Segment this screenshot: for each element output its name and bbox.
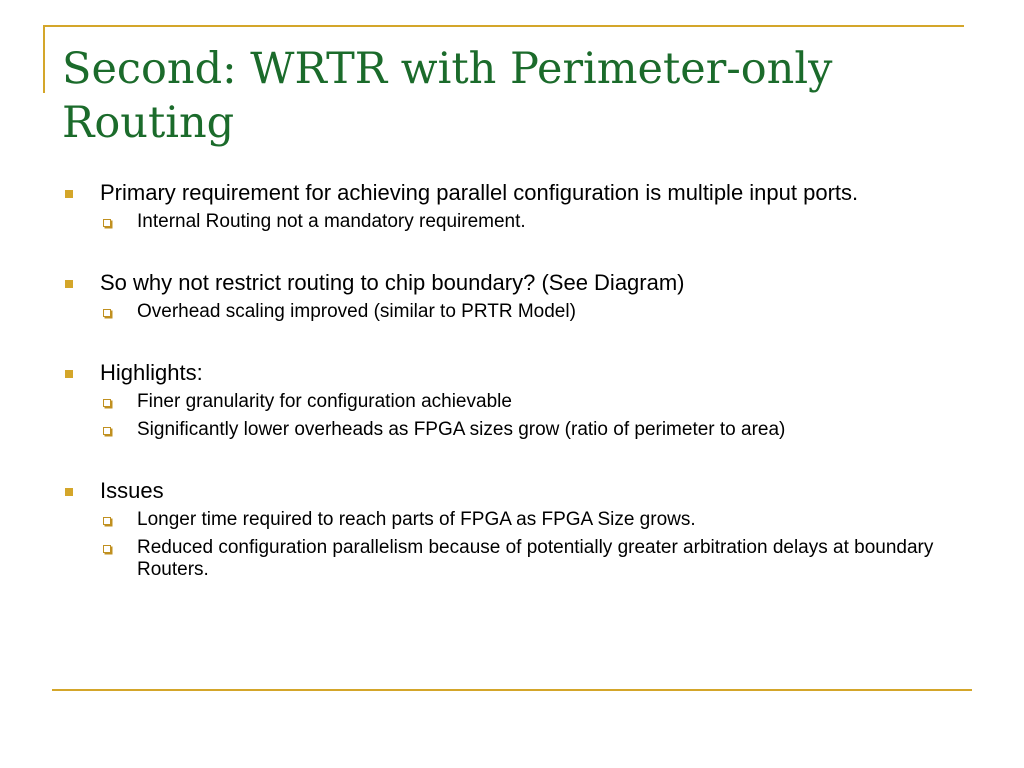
- sub-bullet-list: [62, 211, 967, 233]
- hollow-square-bullet-icon: [103, 309, 111, 317]
- sub-bullet-text: Overhead scaling improved (similar to PRTR Model): [137, 301, 576, 322]
- hollow-square-bullet-icon: [103, 427, 111, 435]
- sub-bullet-list: [62, 509, 967, 581]
- sub-bullet-list: [62, 301, 967, 323]
- slide-title: Second: WRTR with Perimeter-only Routing: [62, 44, 833, 148]
- square-bullet-icon: [65, 370, 73, 378]
- bullet-text: Highlights:: [100, 360, 203, 385]
- sub-bullet-text: Reduced configuration parallelism because of potentially greater arbitration delays at boundary Routers.: [137, 537, 934, 580]
- sub-bullet-item: [62, 391, 967, 413]
- sub-bullet-text: Finer granularity for configuration achievable: [137, 391, 512, 412]
- frame-left-rule: [43, 25, 45, 93]
- bullet-text: So why not restrict routing to chip boundary? (See Diagram): [100, 270, 685, 295]
- footer-rule: [52, 689, 972, 691]
- slide-body: [62, 181, 967, 581]
- sub-bullet-item: [62, 537, 967, 581]
- sub-bullet-item: [62, 419, 967, 441]
- sub-bullet-text: Longer time required to reach parts of FPGA as FPGA Size grows.: [137, 509, 696, 530]
- bullet-group: [62, 361, 967, 441]
- hollow-square-bullet-icon: [103, 517, 111, 525]
- frame-top-rule: [43, 25, 964, 27]
- bullet-item: [62, 181, 967, 205]
- sub-bullet-list: [62, 391, 967, 441]
- bullet-group: [62, 271, 967, 323]
- sub-bullet-item: [62, 301, 967, 323]
- bullet-text: Primary requirement for achieving parallel configuration is multiple input ports.: [100, 180, 859, 205]
- sub-bullet-text: Significantly lower overheads as FPGA sizes grow (ratio of perimeter to area): [137, 419, 786, 440]
- bullet-item: [62, 271, 967, 295]
- hollow-square-bullet-icon: [103, 219, 111, 227]
- hollow-square-bullet-icon: [103, 399, 111, 407]
- hollow-square-bullet-icon: [103, 545, 111, 553]
- sub-bullet-item: [62, 211, 967, 233]
- bullet-item: [62, 361, 967, 385]
- bullet-text: Issues: [100, 478, 164, 503]
- square-bullet-icon: [65, 190, 73, 198]
- sub-bullet-text: Internal Routing not a mandatory requirement.: [137, 211, 526, 232]
- bullet-group: [62, 479, 967, 581]
- bullet-group: [62, 181, 967, 233]
- bullet-item: [62, 479, 967, 503]
- square-bullet-icon: [65, 488, 73, 496]
- square-bullet-icon: [65, 280, 73, 288]
- sub-bullet-item: [62, 509, 967, 531]
